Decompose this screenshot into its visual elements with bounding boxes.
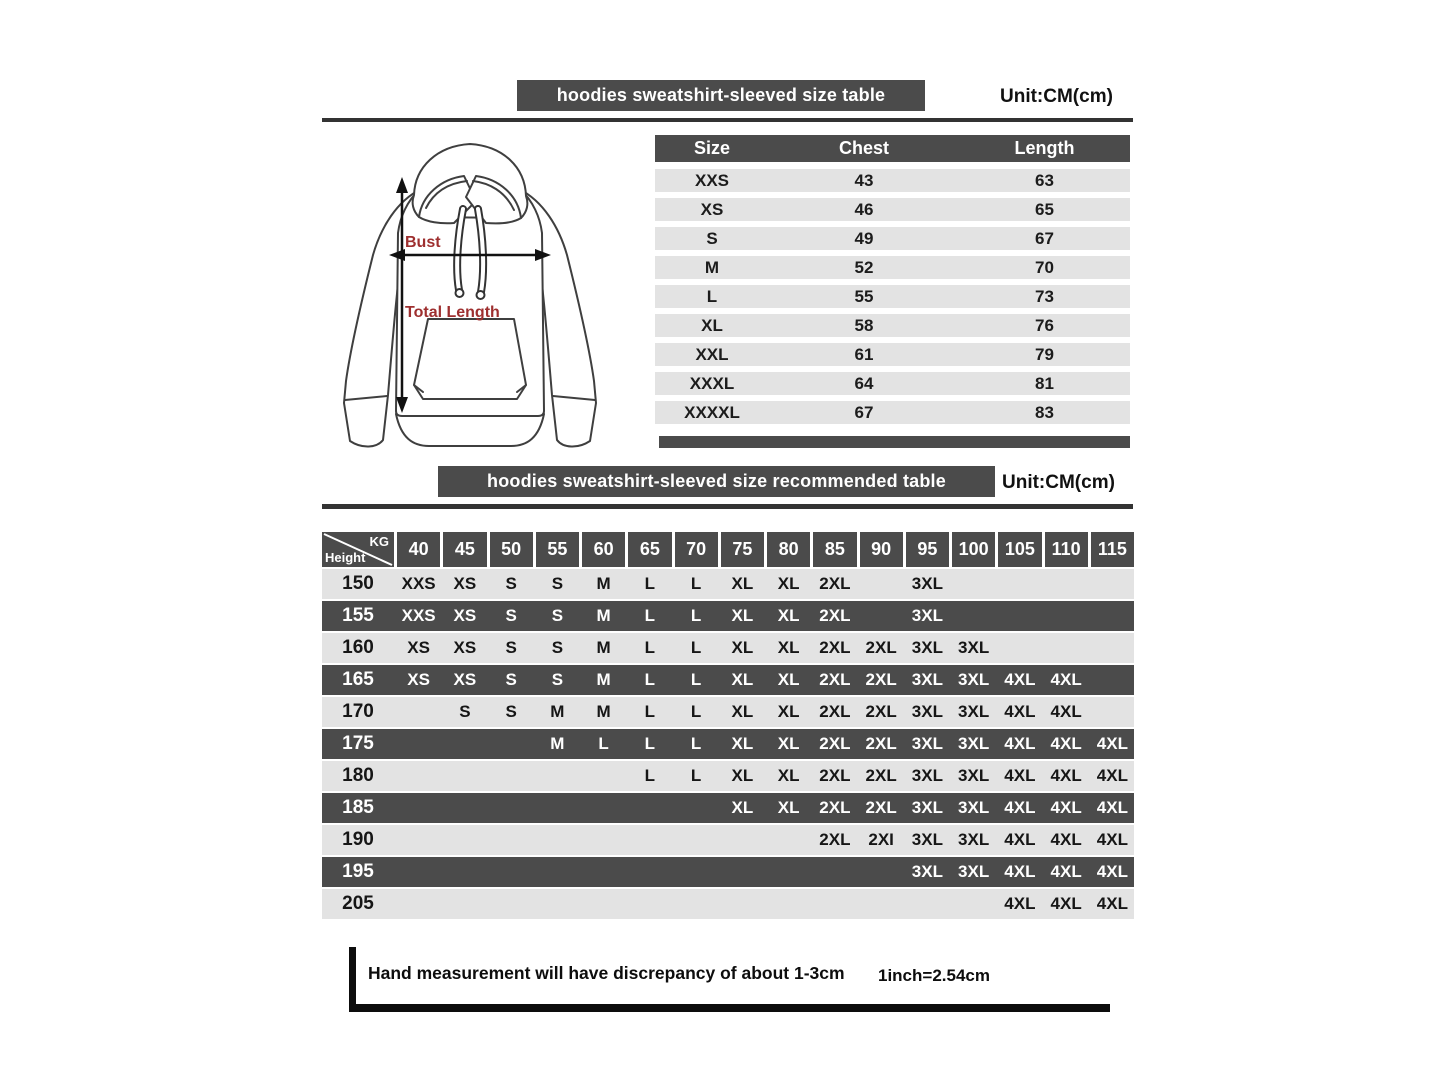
size-cell: XXXXL — [684, 403, 740, 422]
size-cell: XS — [700, 200, 724, 219]
rec-table-body — [322, 569, 1134, 919]
size-recommendation-cell — [1045, 633, 1088, 663]
size-recommendation-cell: 2XL — [819, 830, 851, 849]
size-recommendation-cell: XL — [777, 702, 800, 721]
size-recommendation-cell: 3XL — [911, 862, 943, 881]
size-recommendation-cell: L — [644, 638, 656, 657]
size-table-bottom-bar — [659, 436, 1130, 448]
size-recommendation-cell — [721, 889, 764, 919]
length-cell: 67 — [1035, 229, 1054, 248]
size-recommendation-cell: XL — [731, 606, 754, 625]
size-recommendation-cell: S — [551, 574, 564, 593]
weight-header-cell: 50 — [490, 532, 533, 567]
size-recommendation-cell: XS — [453, 670, 477, 689]
length-cell: 63 — [1035, 171, 1054, 190]
size-recommendation-cell: S — [505, 702, 517, 721]
chest-cell: 64 — [854, 374, 874, 393]
height-label: 190 — [342, 829, 374, 850]
size-table-row — [655, 372, 1130, 395]
size-cell: L — [706, 287, 718, 306]
size-recommendation-cell: 2XL — [865, 638, 897, 657]
size-table-title-bar — [517, 80, 925, 111]
size-table-title: hoodies sweatshirt-sleeved size table — [556, 85, 886, 105]
size-recommendation-cell: M — [596, 574, 611, 593]
size-recommendation-cell — [767, 857, 810, 887]
rec-table-row — [322, 889, 1134, 919]
size-cell: S — [706, 229, 718, 248]
size-recommendation-cell: XL — [777, 638, 800, 657]
size-recommendation-cell: 2XL — [819, 766, 851, 785]
column-header-length: Length — [1014, 138, 1075, 158]
size-recommendation-cell: 4XL — [1096, 734, 1128, 753]
size-recommendation-cell: L — [644, 574, 656, 593]
measurement-note: Hand measurement will have discrepancy of about 1-3cm — [368, 963, 845, 983]
weight-header-cell: 40 — [397, 532, 440, 567]
length-cell: 81 — [1035, 374, 1054, 393]
size-recommendation-cell: XS — [453, 638, 477, 657]
kg-height-corner-cell — [322, 532, 394, 567]
weight-header-cell: 70 — [675, 532, 718, 567]
size-recommendation-cell: 4XL — [1050, 734, 1082, 753]
size-recommendation-cell: S — [505, 606, 517, 625]
size-recommendation-cell — [582, 761, 625, 791]
chest-cell: 52 — [854, 258, 874, 277]
size-recommendation-cell: XXS — [401, 606, 436, 625]
total-length-arrowhead-top — [396, 177, 408, 193]
height-label: 205 — [342, 893, 374, 914]
size-recommendation-cell: 4XL — [1004, 766, 1036, 785]
footer-left-bar — [349, 947, 356, 1012]
size-recommendation-cell: L — [644, 606, 656, 625]
size-recommendation-cell: L — [644, 702, 656, 721]
size-recommendation-cell: L — [690, 734, 702, 753]
size-recommendation-cell: 2XL — [819, 734, 851, 753]
size-recommendation-cell: 2XL — [819, 606, 851, 625]
rec-table-header — [322, 532, 1134, 567]
chest-cell: 55 — [854, 287, 874, 306]
size-recommendation-cell — [675, 889, 718, 919]
column-header-chest: Chest — [838, 138, 889, 158]
size-recommendation-cell: 4XL — [1004, 670, 1036, 689]
size-recommendation-cell: 4XL — [1050, 862, 1082, 881]
size-recommendation-cell: 4XL — [1050, 702, 1082, 721]
size-table-row — [655, 285, 1130, 308]
length-cell: 76 — [1035, 316, 1054, 335]
drawstring-right-tip — [477, 291, 485, 299]
size-recommendation-cell: 4XL — [1004, 798, 1036, 817]
size-recommendation-cell: 2XL — [819, 670, 851, 689]
size-recommendation-cell: 3XL — [958, 862, 990, 881]
size-recommendation-cell: 2XI — [868, 830, 894, 849]
rec-table-row — [322, 665, 1134, 695]
weight-header-cell: 55 — [536, 532, 579, 567]
size-table-row — [655, 314, 1130, 337]
footer-bottom-bar — [349, 1004, 1110, 1012]
size-recommendation-cell: 2XL — [819, 702, 851, 721]
size-recommendation-cell — [860, 889, 903, 919]
weight-header-cell: 75 — [721, 532, 764, 567]
size-recommendation-cell: 4XL — [1050, 894, 1082, 913]
weight-header-cell: 100 — [952, 532, 995, 567]
size-recommendation-cell: S — [459, 702, 471, 721]
size-recommendation-cell — [536, 889, 579, 919]
size-recommendation-cell — [582, 889, 625, 919]
size-recommendation-cell — [628, 857, 671, 887]
size-recommendation-cell — [443, 793, 486, 823]
drawstring-left-tip — [456, 289, 464, 297]
kangaroo-pocket — [414, 319, 526, 399]
chest-cell: 49 — [854, 229, 874, 248]
size-recommendation-cell — [1091, 569, 1134, 599]
size-recommendation-cell: 2XL — [865, 734, 897, 753]
size-recommendation-cell — [767, 825, 810, 855]
recommended-table-title: hoodies sweatshirt-sleeved size recommended table — [487, 471, 946, 491]
size-recommendation-cell — [443, 761, 486, 791]
weight-header-cell: 80 — [767, 532, 810, 567]
size-recommendation-cell — [397, 793, 440, 823]
size-recommendation-cell — [628, 889, 671, 919]
size-recommendation-cell: XL — [777, 798, 800, 817]
size-recommendation-cell — [767, 889, 810, 919]
size-recommendation-cell: L — [644, 670, 656, 689]
size-recommendation-cell: XL — [777, 670, 800, 689]
size-recommendation-cell — [628, 825, 671, 855]
height-label: 170 — [342, 701, 374, 722]
rec-table-row — [322, 697, 1134, 727]
size-recommendation-cell: 3XL — [958, 734, 990, 753]
weight-header-cell: 45 — [443, 532, 486, 567]
size-recommendation-cell: 4XL — [1096, 862, 1128, 881]
divider-line — [322, 504, 1133, 509]
weight-header-cell: 65 — [628, 532, 671, 567]
rec-table-row — [322, 857, 1134, 887]
size-recommendation-cell: 3XL — [958, 766, 990, 785]
weight-header-cell: 90 — [860, 532, 903, 567]
weight-header-cell: 60 — [582, 532, 625, 567]
size-recommendation-cell — [1091, 665, 1134, 695]
size-recommendation-cell — [813, 889, 856, 919]
size-recommendation-cell: XL — [777, 734, 800, 753]
size-recommendation-cell: L — [598, 734, 609, 753]
size-recommendation-cell: XL — [731, 670, 754, 689]
size-recommendation-cell: 4XL — [1096, 830, 1128, 849]
size-recommendation-cell — [675, 825, 718, 855]
recommended-table — [322, 532, 1134, 921]
total-length-label: Total Length — [405, 304, 500, 321]
corner-height-label: Height — [325, 550, 366, 565]
size-recommendation-cell: XL — [777, 574, 800, 593]
chest-cell: 46 — [854, 200, 874, 219]
size-recommendation-cell — [1091, 633, 1134, 663]
size-recommendation-cell — [998, 569, 1041, 599]
size-table-header — [655, 135, 1130, 162]
size-recommendation-cell: M — [596, 670, 611, 689]
size-table-body — [655, 169, 1130, 424]
size-recommendation-cell — [536, 825, 579, 855]
size-recommendation-cell: M — [596, 638, 611, 657]
size-recommendation-cell — [675, 857, 718, 887]
size-recommendation-cell — [813, 857, 856, 887]
weight-header-cell: 85 — [813, 532, 856, 567]
size-recommendation-cell: 3XL — [958, 830, 990, 849]
size-recommendation-cell — [397, 857, 440, 887]
length-cell: 79 — [1035, 345, 1054, 364]
size-recommendation-cell: XL — [731, 638, 754, 657]
length-cell: 70 — [1035, 258, 1054, 277]
size-table-row — [655, 198, 1130, 221]
size-recommendation-cell — [397, 825, 440, 855]
size-recommendation-cell: XS — [453, 606, 477, 625]
size-recommendation-cell — [536, 761, 579, 791]
size-recommendation-cell — [952, 889, 995, 919]
chest-cell: 43 — [854, 171, 874, 190]
size-recommendation-cell: 4XL — [1004, 702, 1036, 721]
size-cell: M — [704, 258, 720, 277]
size-recommendation-cell: 4XL — [1004, 894, 1036, 913]
size-recommendation-cell — [490, 729, 533, 759]
size-recommendation-cell — [443, 889, 486, 919]
size-cell: XXL — [695, 345, 729, 364]
size-recommendation-cell: XL — [731, 734, 754, 753]
size-recommendation-cell: L — [690, 702, 702, 721]
rec-table-row — [322, 793, 1134, 823]
size-recommendation-cell: 3XL — [911, 606, 943, 625]
rec-table-row — [322, 761, 1134, 791]
size-recommendation-cell: L — [690, 574, 702, 593]
size-recommendation-cell — [860, 601, 903, 631]
size-recommendation-cell: S — [551, 670, 564, 689]
height-label: 195 — [342, 861, 374, 882]
size-cell: XL — [701, 316, 723, 335]
length-cell: 65 — [1035, 200, 1054, 219]
height-label: 155 — [342, 605, 374, 626]
size-recommendation-cell — [397, 761, 440, 791]
size-recommendation-cell — [860, 569, 903, 599]
chest-cell: 61 — [854, 345, 874, 364]
rec-table-row — [322, 569, 1134, 599]
size-cell: XXXL — [689, 374, 735, 393]
size-recommendation-cell: M — [550, 702, 565, 721]
size-table — [655, 135, 1130, 430]
size-recommendation-cell: XXS — [401, 574, 436, 593]
size-table-row — [655, 401, 1130, 424]
size-recommendation-cell: L — [690, 606, 702, 625]
size-recommendation-cell — [721, 857, 764, 887]
size-recommendation-cell: S — [505, 574, 517, 593]
size-recommendation-cell: M — [596, 606, 611, 625]
size-recommendation-cell — [952, 601, 995, 631]
size-recommendation-cell: 4XL — [1004, 862, 1036, 881]
size-recommendation-cell: XS — [407, 638, 430, 657]
size-recommendation-cell — [490, 761, 533, 791]
size-recommendation-cell: XL — [777, 606, 800, 625]
size-recommendation-cell: XL — [731, 702, 754, 721]
weight-header-cell: 115 — [1091, 532, 1134, 567]
size-recommendation-cell — [536, 857, 579, 887]
size-recommendation-cell: 2XL — [819, 574, 851, 593]
size-recommendation-cell: L — [690, 670, 702, 689]
size-recommendation-cell: 4XL — [1050, 766, 1082, 785]
size-recommendation-cell — [582, 793, 625, 823]
size-recommendation-cell: 3XL — [911, 766, 943, 785]
size-recommendation-cell: XL — [731, 798, 754, 817]
size-recommendation-cell: 2XL — [865, 670, 897, 689]
size-recommendation-cell: 3XL — [958, 798, 990, 817]
rec-table-row — [322, 633, 1134, 663]
size-recommendation-cell: S — [505, 670, 517, 689]
size-recommendation-cell — [582, 857, 625, 887]
size-recommendation-cell — [397, 729, 440, 759]
size-table-row — [655, 343, 1130, 366]
height-label: 185 — [342, 797, 374, 818]
size-recommendation-cell — [675, 793, 718, 823]
size-recommendation-cell: 2XL — [819, 638, 851, 657]
height-label: 150 — [342, 573, 374, 594]
size-recommendation-cell — [906, 889, 949, 919]
size-recommendation-cell: 4XL — [1050, 670, 1082, 689]
unit-label: Unit:CM(cm) — [1000, 86, 1113, 107]
size-recommendation-cell: S — [551, 638, 564, 657]
size-recommendation-cell: 2XL — [865, 766, 897, 785]
size-recommendation-cell — [443, 825, 486, 855]
size-recommendation-cell: XS — [407, 670, 430, 689]
size-recommendation-cell: 3XL — [911, 574, 943, 593]
size-recommendation-cell — [998, 633, 1041, 663]
weight-header-cell: 110 — [1045, 532, 1088, 567]
size-recommendation-cell: 3XL — [911, 798, 943, 817]
size-recommendation-cell — [1091, 697, 1134, 727]
unit-label: Unit:CM(cm) — [1002, 472, 1115, 493]
rec-table-row — [322, 601, 1134, 631]
weight-header-cell: 105 — [998, 532, 1041, 567]
size-recommendation-cell — [397, 697, 440, 727]
size-recommendation-cell: XS — [453, 574, 477, 593]
size-recommendation-cell: L — [690, 638, 702, 657]
size-recommendation-cell: 3XL — [911, 638, 943, 657]
size-recommendation-cell: M — [596, 702, 611, 721]
size-recommendation-cell: 4XL — [1050, 798, 1082, 817]
height-label: 160 — [342, 637, 374, 658]
size-table-row — [655, 169, 1130, 192]
chest-cell: 58 — [854, 316, 874, 335]
size-recommendation-cell: 4XL — [1050, 830, 1082, 849]
size-recommendation-cell: 4XL — [1004, 830, 1036, 849]
size-recommendation-cell: 3XL — [958, 702, 990, 721]
size-recommendation-cell: S — [505, 638, 517, 657]
size-recommendation-cell — [536, 793, 579, 823]
size-recommendation-cell — [1045, 569, 1088, 599]
size-cell: XXS — [694, 171, 730, 190]
size-recommendation-cell: L — [644, 734, 656, 753]
length-cell: 73 — [1035, 287, 1054, 306]
column-header-size: Size — [693, 138, 731, 158]
size-recommendation-cell — [443, 857, 486, 887]
chest-cell: 67 — [854, 403, 874, 422]
bust-label: Bust — [405, 234, 441, 251]
recommended-table-title-bar — [438, 466, 995, 497]
size-recommendation-cell: M — [550, 734, 565, 753]
size-recommendation-cell: 3XL — [911, 702, 943, 721]
size-recommendation-cell: XL — [777, 766, 800, 785]
size-recommendation-cell — [443, 729, 486, 759]
size-recommendation-cell: L — [644, 766, 656, 785]
weight-header-cell: 95 — [906, 532, 949, 567]
size-recommendation-cell — [490, 857, 533, 887]
divider-line — [322, 118, 1133, 122]
height-label: 175 — [342, 733, 374, 754]
size-recommendation-cell: S — [551, 606, 564, 625]
size-recommendation-cell: 3XL — [911, 830, 943, 849]
size-recommendation-cell — [490, 793, 533, 823]
size-recommendation-cell — [490, 825, 533, 855]
size-recommendation-cell: L — [690, 766, 702, 785]
rec-table-row — [322, 729, 1134, 759]
size-recommendation-cell — [998, 601, 1041, 631]
size-recommendation-cell — [582, 825, 625, 855]
size-recommendation-cell: 3XL — [911, 734, 943, 753]
size-table-row — [655, 256, 1130, 279]
size-recommendation-cell — [397, 889, 440, 919]
size-table-row — [655, 227, 1130, 250]
rec-table-row — [322, 825, 1134, 855]
size-recommendation-cell: 3XL — [911, 670, 943, 689]
size-recommendation-cell — [1091, 601, 1134, 631]
size-recommendation-cell: 3XL — [958, 670, 990, 689]
size-recommendation-cell — [721, 825, 764, 855]
size-recommendation-cell: 4XL — [1096, 766, 1128, 785]
size-recommendation-cell — [1045, 601, 1088, 631]
size-recommendation-cell: XL — [731, 766, 754, 785]
size-recommendation-cell: 2XL — [865, 798, 897, 817]
inch-conversion-note: 1inch=2.54cm — [878, 966, 990, 985]
height-label: 180 — [342, 765, 374, 786]
size-recommendation-cell — [490, 889, 533, 919]
size-recommendation-cell: 2XL — [819, 798, 851, 817]
size-recommendation-cell: 2XL — [865, 702, 897, 721]
hem-band — [396, 414, 544, 446]
size-recommendation-cell — [952, 569, 995, 599]
size-recommendation-cell: 4XL — [1096, 798, 1128, 817]
size-recommendation-cell: 4XL — [1096, 894, 1128, 913]
size-recommendation-cell: XL — [731, 574, 754, 593]
size-recommendation-cell — [860, 857, 903, 887]
size-recommendation-cell — [628, 793, 671, 823]
size-recommendation-cell: 4XL — [1004, 734, 1036, 753]
corner-kg-label: KG — [369, 534, 389, 549]
size-recommendation-cell: 3XL — [958, 638, 990, 657]
height-label: 165 — [342, 669, 374, 690]
length-cell: 83 — [1035, 403, 1054, 422]
hoodie-diagram — [325, 133, 615, 458]
